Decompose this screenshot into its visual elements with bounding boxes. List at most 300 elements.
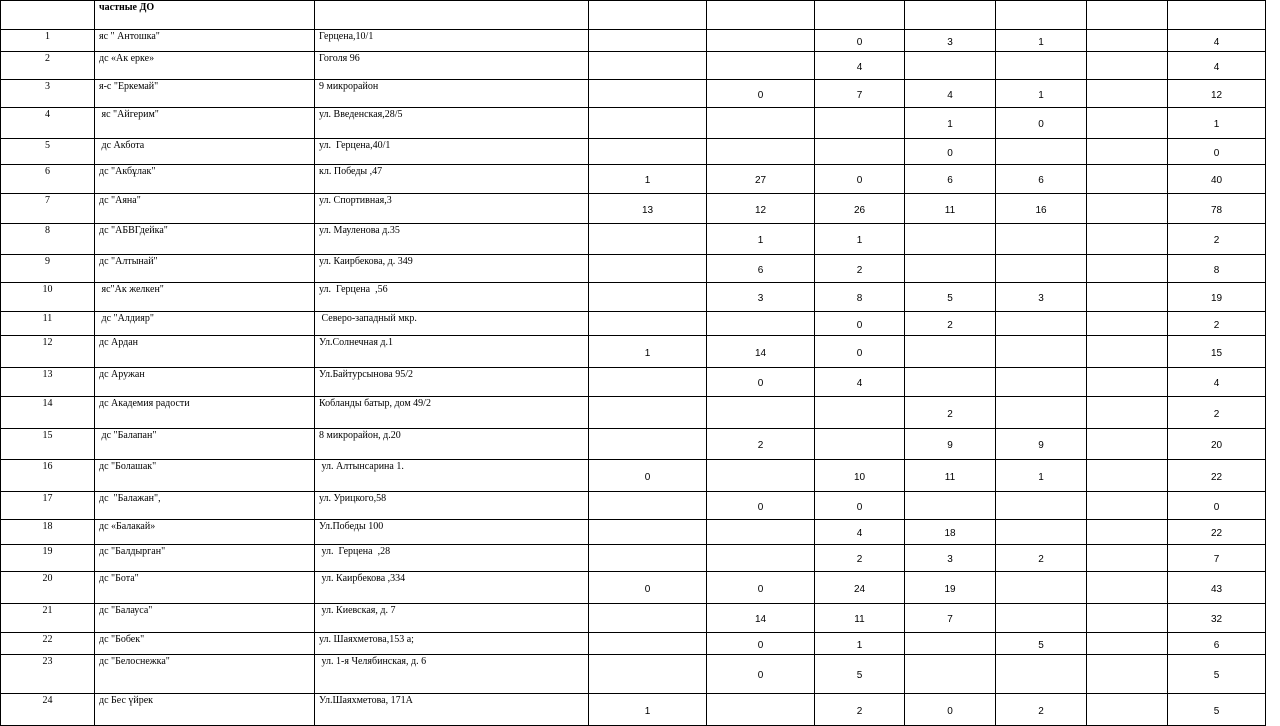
value-cell-col-b [707,255,815,283]
value-cell-col-f [1087,460,1168,492]
header-row [1,1,1266,30]
row-number: 15 [1,429,95,460]
value-cell-col-b [707,633,815,655]
row-number: 20 [1,572,95,604]
value-text: 0 [644,471,651,483]
value-text: 6 [947,175,953,186]
value-cell-col-f [1087,255,1168,283]
value-cell-col-b [707,165,815,194]
value-cell-col-b [707,30,815,52]
address: ул. Урицкого,58 [315,492,589,520]
value-text: 0 [856,36,863,48]
value-cell-col-d [905,194,996,224]
value-cell-col-e [996,655,1087,694]
value-cell-col-a [589,336,707,368]
value-cell-col-total [1168,604,1266,633]
value-cell-col-b [707,224,815,255]
value-cell-col-a [589,604,707,633]
institution-name: дс "Акбұлак" [95,165,315,194]
value-cell-col-total [1168,283,1266,312]
value-text: 0 [757,378,764,389]
value-cell-col-d [905,545,996,572]
value-text: 40 [1210,175,1223,186]
value-cell-col-d [905,694,996,726]
value-cell-col-total [1168,255,1266,283]
table-row [1,368,1266,397]
value-cell-col-total [1168,52,1266,80]
value-cell-col-f [1087,694,1168,726]
value-cell-col-total [1168,139,1266,165]
value-cell-col-e [996,255,1087,283]
address: ул. Шаяхметова,153 а; [315,633,589,655]
institution-name: дс Академия радости [95,397,315,429]
value-text: 78 [1210,204,1223,216]
value-text: 0 [757,583,764,595]
value-cell-col-total [1168,429,1266,460]
table-row [1,460,1266,492]
value-text: 11 [944,204,956,216]
row-number: 22 [1,633,95,655]
value-cell-col-b [707,283,815,312]
value-text: 7 [1213,554,1220,565]
table-row [1,633,1266,655]
value-text: 8 [856,293,863,304]
row-number: 16 [1,460,95,492]
value-cell-col-f [1087,397,1168,429]
value-cell-col-total [1168,30,1266,52]
value-cell-col-total [1168,194,1266,224]
institution-name: дс «Ак ерке» [95,52,315,80]
institution-name: дс "Балажан", [95,492,315,520]
value-cell-col-total [1168,165,1266,194]
institution-name: яс "Айгерим" [95,108,315,139]
value-cell-col-total [1168,397,1266,429]
value-text: 1 [1038,89,1044,101]
value-text: 2 [1213,235,1220,246]
value-text: 13 [641,204,654,216]
table-row [1,312,1266,336]
value-cell-col-e [996,492,1087,520]
value-cell-col-f [1087,312,1168,336]
value-text: 0 [1038,119,1044,130]
value-text: 0 [644,583,651,595]
table-row [1,255,1266,283]
value-cell-col-e [996,283,1087,312]
value-cell-col-a [589,572,707,604]
value-cell-col-c [815,460,905,492]
value-cell-col-d [905,520,996,545]
value-text: 2 [1213,408,1220,420]
value-cell-col-d [905,283,996,312]
institution-name: дс "Бота" [95,572,315,604]
value-text: 4 [856,61,863,73]
value-text: 0 [856,347,863,359]
value-cell-col-a [589,492,707,520]
row-number: 1 [1,30,95,52]
institution-name: дс «Балакай» [95,520,315,545]
value-text: 1 [856,639,863,651]
value-cell-col-c [815,108,905,139]
value-cell-col-e [996,224,1087,255]
row-number: 18 [1,520,95,545]
value-text: 1 [947,119,953,130]
value-text: 3 [947,36,953,48]
value-cell-col-b [707,139,815,165]
value-cell-col-e [996,545,1087,572]
value-cell-col-c [815,604,905,633]
value-cell-col-a [589,655,707,694]
value-text: 11 [854,614,865,625]
header-cell [1,1,95,30]
row-number: 17 [1,492,95,520]
table-row [1,397,1266,429]
address: ул. Введенская,28/5 [315,108,589,139]
value-cell-col-d [905,224,996,255]
value-cell-col-f [1087,368,1168,397]
value-text: 2 [757,440,764,451]
row-number: 11 [1,312,95,336]
value-cell-col-d [905,460,996,492]
value-cell-col-c [815,165,905,194]
header-cell [1087,1,1168,30]
value-cell-col-e [996,336,1087,368]
value-cell-col-d [905,655,996,694]
table-row [1,572,1266,604]
row-number: 5 [1,139,95,165]
value-cell-col-d [905,139,996,165]
value-text: 0 [1213,147,1220,159]
value-cell-col-f [1087,194,1168,224]
value-cell-col-f [1087,224,1168,255]
institution-name: дс "Алдияр" [95,312,315,336]
value-cell-col-d [905,397,996,429]
table-row [1,224,1266,255]
table-row [1,52,1266,80]
value-cell-col-e [996,368,1087,397]
value-text: 7 [947,614,953,625]
value-cell-col-c [815,30,905,52]
value-text: 11 [944,471,956,483]
value-cell-col-c [815,545,905,572]
address: Ул.Байтурсынова 95/2 [315,368,589,397]
address: ул. Спортивная,3 [315,194,589,224]
table-row [1,655,1266,694]
row-number: 21 [1,604,95,633]
address: Северо-западный мкр. [315,312,589,336]
value-cell-col-d [905,52,996,80]
value-text: 2 [856,554,863,565]
value-cell-col-f [1087,108,1168,139]
address: ул. Каирбекова ,334 [315,572,589,604]
value-text: 12 [1210,89,1223,101]
address: ул. Каирбекова, д. 349 [315,255,589,283]
institution-name: дс "Аяна" [95,194,315,224]
value-cell-col-e [996,52,1087,80]
value-text: 1 [644,347,651,359]
address: Кобланды батыр, дом 49/2 [315,397,589,429]
header-cell [1168,1,1266,30]
value-text: 4 [1213,61,1220,73]
value-cell-col-b [707,194,815,224]
value-text: 19 [944,583,956,595]
value-cell-col-b [707,312,815,336]
value-text: 5 [1213,705,1220,717]
address: ул. Герцена ,56 [315,283,589,312]
address: Гоголя 96 [315,52,589,80]
institution-name: дс "Балауса" [95,604,315,633]
row-number: 14 [1,397,95,429]
address: 9 микрорайон [315,80,589,108]
value-cell-col-f [1087,52,1168,80]
row-number: 6 [1,165,95,194]
value-cell-col-c [815,397,905,429]
value-cell-col-total [1168,633,1266,655]
header-cell [589,1,707,30]
value-cell-col-a [589,194,707,224]
header-cell [315,1,589,30]
value-cell-col-total [1168,520,1266,545]
value-text: 26 [853,204,866,216]
address: Герцена,10/1 [315,30,589,52]
row-number: 3 [1,80,95,108]
value-cell-col-d [905,368,996,397]
value-cell-col-a [589,165,707,194]
table-row [1,30,1266,52]
institution-name: дс "Алтынай" [95,255,315,283]
value-cell-col-c [815,655,905,694]
value-text: 5 [1213,670,1220,681]
value-cell-col-total [1168,108,1266,139]
value-text: 2 [1038,554,1044,565]
table-row [1,108,1266,139]
value-cell-col-b [707,545,815,572]
institution-name: дс Акбота [95,139,315,165]
value-cell-col-e [996,572,1087,604]
value-cell-col-f [1087,520,1168,545]
institution-name: дс Бес үйрек [95,694,315,726]
value-cell-col-a [589,694,707,726]
value-cell-col-a [589,30,707,52]
value-cell-col-b [707,655,815,694]
value-cell-col-c [815,429,905,460]
value-cell-col-a [589,520,707,545]
header-cell [905,1,996,30]
value-cell-col-total [1168,492,1266,520]
value-cell-col-b [707,694,815,726]
institution-name: дс "Балдырган" [95,545,315,572]
value-cell-col-c [815,224,905,255]
table-row [1,545,1266,572]
table-row [1,694,1266,726]
address: ул. Герцена,40/1 [315,139,589,165]
row-number: 7 [1,194,95,224]
value-text: 10 [853,471,866,483]
value-text: 5 [947,293,953,304]
value-text: 43 [1210,583,1223,595]
value-cell-col-e [996,108,1087,139]
value-cell-col-c [815,520,905,545]
value-cell-col-d [905,492,996,520]
table-row [1,429,1266,460]
row-number: 19 [1,545,95,572]
institution-name: я-с "Еркемай" [95,80,315,108]
value-cell-col-b [707,520,815,545]
value-cell-col-d [905,336,996,368]
value-cell-col-d [905,572,996,604]
value-cell-col-f [1087,80,1168,108]
value-text: 8 [1213,264,1220,276]
value-text: 2 [947,319,953,331]
value-cell-col-a [589,224,707,255]
value-text: 2 [856,705,863,717]
value-cell-col-c [815,312,905,336]
table-row [1,604,1266,633]
value-cell-col-d [905,633,996,655]
value-text: 16 [1035,204,1047,216]
value-cell-col-c [815,194,905,224]
value-text: 4 [1213,36,1220,48]
value-cell-col-a [589,312,707,336]
row-number: 8 [1,224,95,255]
value-cell-col-total [1168,224,1266,255]
value-text: 1 [644,175,651,186]
value-text: 1 [1038,471,1044,483]
address: Ул.Победы 100 [315,520,589,545]
value-cell-col-c [815,572,905,604]
value-cell-col-e [996,312,1087,336]
table-row [1,139,1266,165]
value-cell-col-f [1087,492,1168,520]
table-row [1,520,1266,545]
value-cell-col-a [589,255,707,283]
value-text: 24 [853,583,866,595]
address: ул. Мауленова д.35 [315,224,589,255]
value-cell-col-b [707,108,815,139]
value-text: 0 [757,639,764,651]
header-cell [815,1,905,30]
value-text: 5 [1038,639,1044,651]
value-text: 2 [1213,319,1220,331]
value-cell-col-a [589,368,707,397]
value-cell-col-d [905,165,996,194]
value-text: 20 [1210,440,1223,451]
value-text: 6 [1038,175,1044,186]
table-row [1,336,1266,368]
value-text: 3 [1038,293,1044,304]
table-row [1,492,1266,520]
section-title: частные ДО [95,1,315,30]
value-cell-col-e [996,80,1087,108]
value-text: 0 [757,89,764,101]
value-cell-col-d [905,108,996,139]
value-text: 0 [856,319,863,331]
address: 8 микрорайон, д.20 [315,429,589,460]
value-cell-col-total [1168,460,1266,492]
value-text: 2 [856,264,863,276]
value-cell-col-d [905,604,996,633]
institution-name: дс "Белоснежка" [95,655,315,694]
value-text: 0 [757,501,764,513]
value-cell-col-e [996,520,1087,545]
value-text: 6 [757,264,764,276]
value-cell-col-e [996,429,1087,460]
header-cell [996,1,1087,30]
value-cell-col-b [707,368,815,397]
institution-name: яс"Ак желкен" [95,283,315,312]
value-cell-col-f [1087,633,1168,655]
value-cell-col-a [589,108,707,139]
row-number: 24 [1,694,95,726]
value-text: 19 [1210,293,1223,304]
table-row [1,80,1266,108]
value-text: 0 [1213,501,1220,513]
value-cell-col-a [589,397,707,429]
address: ул. Герцена ,28 [315,545,589,572]
value-text: 0 [757,670,764,681]
table-row [1,194,1266,224]
value-text: 7 [856,89,863,101]
institution-name: дс Ардан [95,336,315,368]
value-cell-col-a [589,283,707,312]
value-text: 15 [1210,347,1223,359]
value-cell-col-b [707,572,815,604]
value-text: 4 [1213,378,1220,389]
value-cell-col-c [815,283,905,312]
value-text: 0 [947,705,953,717]
value-text: 0 [947,147,953,159]
value-text: 1 [757,235,764,246]
value-cell-col-f [1087,572,1168,604]
value-text: 1 [1038,36,1044,48]
value-cell-col-total [1168,336,1266,368]
value-text: 4 [856,528,863,539]
value-text: 32 [1210,614,1223,625]
value-cell-col-c [815,368,905,397]
header-cell [707,1,815,30]
value-cell-col-b [707,460,815,492]
value-text: 27 [754,175,767,186]
row-number: 13 [1,368,95,397]
value-cell-col-b [707,336,815,368]
value-text: 6 [1213,639,1220,651]
value-text: 12 [754,204,767,216]
institution-name: дс "Балапан" [95,429,315,460]
address: Ул.Солнечная д.1 [315,336,589,368]
value-cell-col-total [1168,368,1266,397]
value-cell-col-e [996,633,1087,655]
value-cell-col-c [815,80,905,108]
value-cell-col-a [589,429,707,460]
value-cell-col-total [1168,312,1266,336]
value-cell-col-f [1087,283,1168,312]
value-text: 9 [1038,440,1044,451]
value-text: 4 [947,89,953,101]
value-cell-col-f [1087,165,1168,194]
value-text: 0 [856,175,863,186]
value-cell-col-e [996,194,1087,224]
address: ул. 1-я Челябинская, д. 6 [315,655,589,694]
value-cell-col-d [905,80,996,108]
value-cell-col-f [1087,655,1168,694]
value-cell-col-e [996,30,1087,52]
address: ул. Киевская, д. 7 [315,604,589,633]
value-cell-col-e [996,604,1087,633]
row-number: 23 [1,655,95,694]
address: кл. Победы ,47 [315,165,589,194]
row-number: 2 [1,52,95,80]
value-cell-col-total [1168,694,1266,726]
value-cell-col-b [707,429,815,460]
